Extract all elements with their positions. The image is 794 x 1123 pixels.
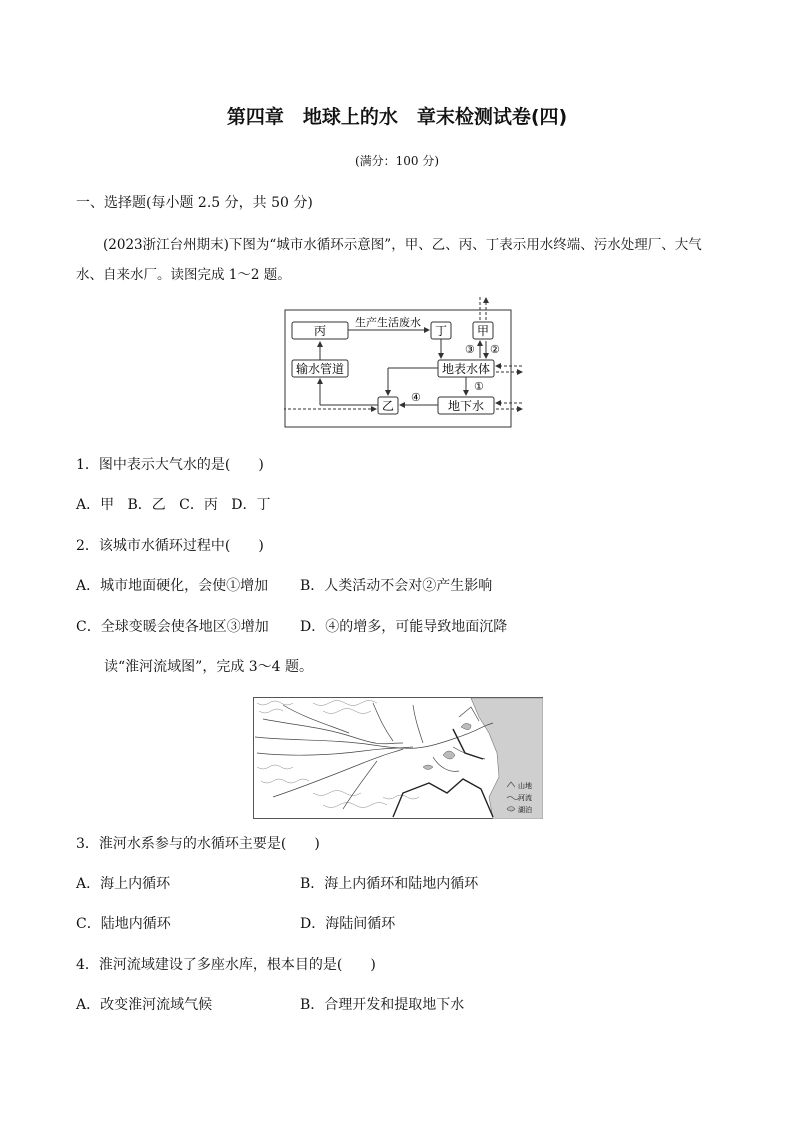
q3-option-d: D．海陆间循环 [300,916,396,932]
legend-lake: 湖泊 [518,806,532,814]
question-1-options [76,494,270,514]
edge-label-waste: 生产生活废水 [355,316,421,329]
node-ground: 地下水 [447,399,485,413]
node-ding: 丁 [434,324,448,338]
q1-option-b: B．乙 [127,497,166,513]
q2-option-c: C．全球变暖会使各地区③增加 [76,619,269,635]
q3-option-c: C．陆地内循环 [76,916,171,932]
node-bing: 丙 [313,324,327,338]
q4-option-b: B．合理开发和提取地下水 [300,997,465,1013]
question-2-stem: 2．该城市水循环过程中( ) [76,538,264,554]
q4-option-a: A．改变淮河流域气候 [76,997,213,1013]
marker-1: ① [474,380,484,393]
node-pipe: 输水管道 [295,362,345,376]
node-jia: 甲 [476,324,490,338]
legend-mountain: 山地 [518,782,532,790]
q1-option-a: A．甲 [76,497,115,513]
q2-option-b: B．人类活动不会对②产生影响 [300,578,493,594]
section-heading: 一、选择题(每小题 2.5 分，共 50 分) [76,195,313,211]
marker-4: ④ [411,391,421,404]
question-3-stem: 3．淮河水系参与的水循环主要是( ) [76,836,320,852]
q3-option-a: A．海上内循环 [76,876,171,892]
q3-option-b: B．海上内循环和陆地内循环 [300,876,479,892]
q1-option-c: C．丙 [179,497,218,513]
score-note: (满分：100 分) [354,154,440,168]
q2-option-d: D．④的增多，可能导致地面沉降 [300,619,508,635]
huai-river-map [253,697,543,819]
intro-text-2: 读“淮河流域图”，完成 3～4 题。 [104,659,314,675]
legend-river: 河流 [518,794,532,802]
marker-2: ② [490,343,500,356]
water-cycle-diagram [284,296,524,432]
q1-option-d: D．丁 [231,497,271,513]
q2-option-a: A．城市地面硬化，会使①增加 [76,578,269,594]
intro-text-1: (2023浙江台州期末)下图为“城市水循环示意图”，甲、乙、丙、丁表示用水终端、污水处理厂、大气水、自来水厂。读图完成 1～2 题。 [76,237,702,283]
page-title: 第四章 地球上的水 章末检测试卷(四) [226,106,568,128]
question-4-stem: 4．淮河流域建设了多座水库，根本目的是( ) [76,957,376,973]
node-surface: 地表水体 [441,362,491,376]
question-1-stem: 1．图中表示大气水的是( ) [76,457,264,473]
node-yi: 乙 [381,399,395,413]
marker-3: ③ [465,343,475,356]
